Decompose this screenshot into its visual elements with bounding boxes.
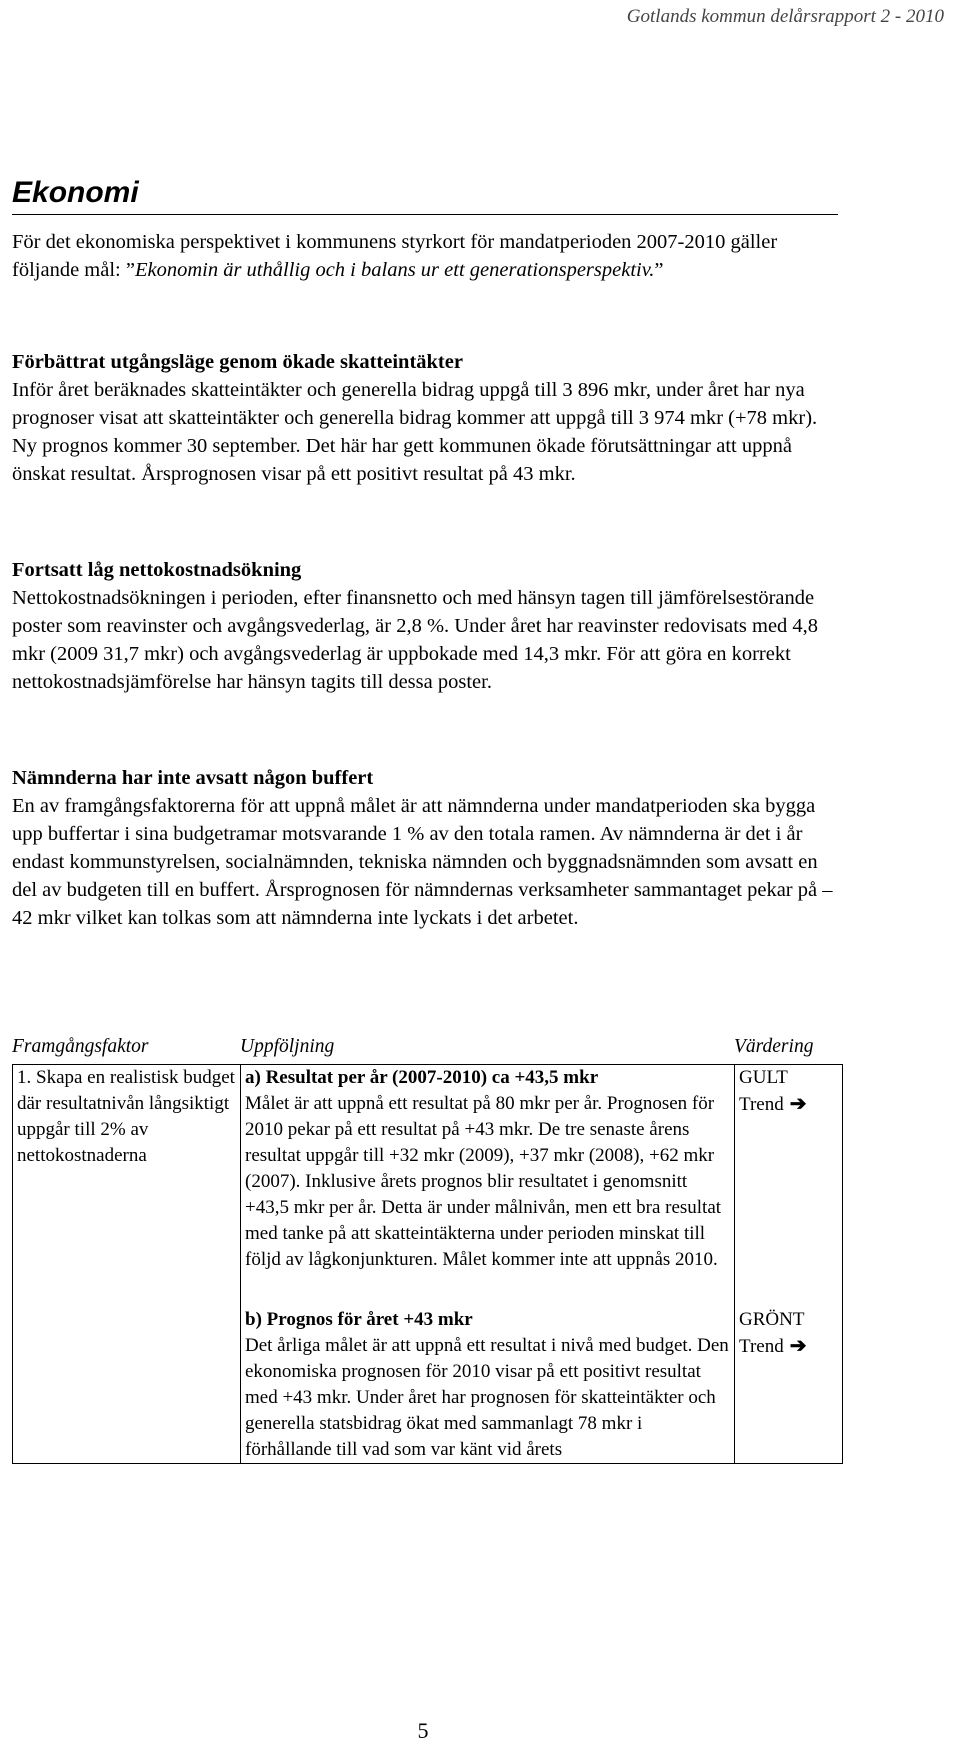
- intro-goal-quote: Ekonomin är uthållig och i balans ur ett generationsperspektiv.: [134, 259, 655, 281]
- body-paragraph: Inför året beräknades skatteintäkter och generella bidrag uppgå till 3 896 mkr, under året har nya prognoser visat att skatteintäkter och generella bidrag kommer att uppgå till 3 974 mkr (+78 mkr). Ny prognos kommer 30 september. Det här har gett kommunen ökade förutsättningar att uppnå önskat resultat. Årsprognosen visar på ett positivt resultat på 43 mkr.: [12, 379, 818, 485]
- section-skatteintakter: [12, 348, 838, 488]
- follow-up-text: Det årliga målet är att uppnå ett resultat i nivå med budget. Den ekonomiska prognosen för 2010 visar på ett positivt resultat med +43 mkr. Under året har prognosen för skatteintäkter och generella statsbidrag ökat med sammanlagt 78 mkr i förhållande till vad som var känt vid årets: [245, 1335, 729, 1460]
- arrow-right-icon: ➔: [789, 1335, 807, 1357]
- running-header: Gotlands kommun delårsrapport 2 - 2010: [626, 6, 944, 27]
- factor-cell: 1. Skapa en realistisk budget där resultatnivån långsiktigt uppgår till 2% av nettokostnaderna: [13, 1065, 241, 1464]
- section-nettokostnad: [12, 556, 838, 696]
- cell-spacer: [245, 1273, 730, 1307]
- subheading: Förbättrat utgångsläge genom ökade skatteintäkter: [12, 351, 463, 373]
- follow-up-text: Målet är att uppnå ett resultat på 80 mkr per år. Prognosen för 2010 pekar på ett resultat på +43 mkr. De tre senaste årens resultat uppgår till +32 mkr (2009), +37 mkr (2008), +62 mkr (2007). Inklusive årets prognos blir resultatet i genomsnitt +43,5 mkr per år. Detta är under målnivån, men ett bra resultat med tanke på att skatteintäkterna under perioden minskat till följd av lågkonjunkturen. Målet kommer inte att uppnås 2010.: [245, 1093, 722, 1270]
- follow-up-cell: [241, 1307, 735, 1464]
- section-buffert: [12, 764, 838, 932]
- section-title: Ekonomi: [12, 176, 838, 215]
- follow-up-title: a) Resultat per år (2007-2010) ca +43,5 mkr: [245, 1067, 599, 1088]
- trend-label: Trend: [739, 1336, 784, 1357]
- subheading: Fortsatt låg nettokostnadsökning: [12, 559, 302, 581]
- follow-up-title: b) Prognos för året +43 mkr: [245, 1309, 473, 1330]
- arrow-right-icon: ➔: [789, 1093, 807, 1115]
- rating-cell: [735, 1307, 843, 1464]
- page-number: 5: [417, 1718, 429, 1743]
- body-paragraph: En av framgångsfaktorerna för att uppnå målet är att nämnderna under mandatperioden ska bygga upp buffertar i sina budgetramar motsvarande 1 % av den totala ramen. Av nämnderna är det i år endast kommunstyrelsen, socialnämnden, tekniska nämnden och byggnadsnämnden som avsatt en del av budgeten till en buffert. Årsprognosen för nämndernas verksamheter sammantaget pekar på – 42 mkr vilket kan tolkas som att nämnderna inte lyckats i det arbetet.: [12, 795, 833, 929]
- body-paragraph: Nettokostnadsökningen i perioden, efter finansnetto och med hänsyn tagen till jämförelsestörande poster som reavinster och avgångsvederlag, är 2,8 %. Under året har reavinster redovisats med 4,8 mkr (2009 31,7 mkr) och avgångsvederlag är uppbokade med 14,3 mkr. För att göra en korrekt nettokostnadsjämförelse har hänsyn tagits till dessa poster.: [12, 587, 819, 693]
- intro-paragraph: [12, 228, 832, 284]
- subheading: Nämnderna har inte avsatt någon buffert: [12, 767, 374, 789]
- rating-cell: [735, 1065, 843, 1308]
- trend-line: [739, 1091, 838, 1118]
- follow-up-cell: [241, 1065, 735, 1308]
- column-header-factor: Framgångsfaktor: [12, 1036, 149, 1057]
- rating-value: GULT: [739, 1067, 788, 1088]
- trend-line: [739, 1333, 838, 1360]
- table-header-row: [12, 1036, 838, 1064]
- intro-close-quote: ”: [654, 259, 664, 281]
- table-row: [13, 1065, 843, 1308]
- trend-label: Trend: [739, 1094, 784, 1115]
- column-header-rating: Värdering: [734, 1036, 814, 1057]
- intro-text: För det ekonomiska perspektivet i kommunens styrkort för mandatperioden 2007-2010 gäller följande mål: ”: [12, 231, 778, 281]
- rating-value: GRÖNT: [739, 1309, 805, 1330]
- column-header-follow-up: Uppföljning: [240, 1036, 335, 1057]
- success-factor-table: [12, 1064, 843, 1464]
